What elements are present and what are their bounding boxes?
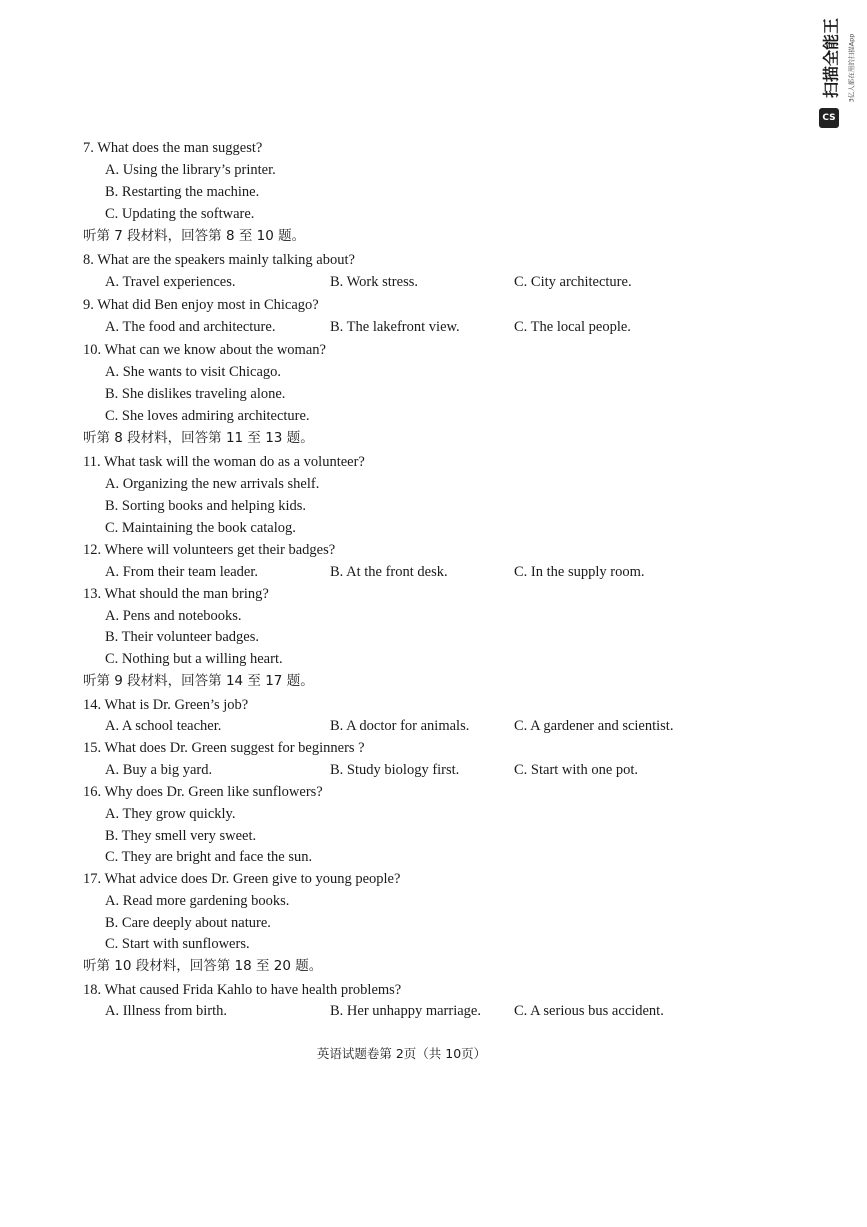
question-stem: 17. What advice does Dr. Green give to young people? — [83, 871, 401, 887]
question-stem: 10. What can we know about the woman? — [83, 342, 326, 358]
question-stem: 13. What should the man bring? — [83, 586, 269, 602]
watermark-tagline: 3亿人都在用的扫描App — [847, 33, 856, 103]
option-c: C. City architecture. — [514, 274, 632, 290]
option-b: B. Study biology first. — [330, 762, 460, 778]
option-c: C. A gardener and scientist. — [514, 718, 674, 734]
answer-option: A. Pens and notebooks. — [105, 608, 242, 624]
answer-option: B. Restarting the machine. — [105, 184, 260, 200]
option-c: C. A serious bus accident. — [514, 1003, 664, 1019]
option-b: B. Work stress. — [330, 274, 418, 290]
question-stem: 16. Why does Dr. Green like sunflowers? — [83, 784, 323, 800]
option-c: C. The local people. — [514, 319, 631, 335]
answer-option: B. They smell very sweet. — [105, 828, 257, 844]
option-a: A. From their team leader. — [105, 564, 259, 580]
option-b: B. Her unhappy marriage. — [330, 1003, 481, 1019]
watermark-brand: 扫描全能王 — [821, 17, 841, 99]
question-stem: 9. What did Ben enjoy most in Chicago? — [83, 297, 319, 313]
option-b: B. At the front desk. — [330, 564, 448, 580]
option-a: A. Buy a big yard. — [105, 762, 213, 778]
camscanner-logo-icon: CS — [819, 108, 839, 128]
answer-option: C. Start with sunflowers. — [105, 936, 250, 952]
option-b: B. The lakefront view. — [330, 319, 460, 335]
section-instruction: 听第 7 段材料，回答第 8 至 10 题。 — [83, 228, 306, 244]
question-stem: 12. Where will volunteers get their badges? — [83, 542, 336, 558]
answer-option: B. She dislikes traveling alone. — [105, 386, 286, 402]
answer-option: C. Updating the software. — [105, 206, 255, 222]
option-b: B. A doctor for animals. — [330, 718, 470, 734]
question-stem: 15. What does Dr. Green suggest for beginners ? — [83, 740, 365, 756]
answer-option: C. They are bright and face the sun. — [105, 849, 313, 865]
answer-option: A. They grow quickly. — [105, 806, 236, 822]
scanner-watermark — [817, 12, 857, 124]
question-stem: 8. What are the speakers mainly talking about? — [83, 252, 355, 268]
answer-option: A. Organizing the new arrivals shelf. — [105, 476, 320, 492]
option-a: A. Illness from birth. — [105, 1003, 228, 1019]
option-a: A. Travel experiences. — [105, 274, 236, 290]
option-a: A. A school teacher. — [105, 718, 222, 734]
answer-option: A. She wants to visit Chicago. — [105, 364, 282, 380]
question-stem: 14. What is Dr. Green’s job? — [83, 697, 249, 713]
option-a: A. The food and architecture. — [105, 319, 276, 335]
option-c: C. Start with one pot. — [514, 762, 639, 778]
question-stem: 7. What does the man suggest? — [83, 140, 263, 156]
answer-option: C. She loves admiring architecture. — [105, 408, 310, 424]
answer-option: C. Maintaining the book catalog. — [105, 520, 296, 536]
question-stem: 11. What task will the woman do as a volunteer? — [83, 454, 365, 470]
section-instruction: 听第 10 段材料，回答第 18 至 20 题。 — [83, 958, 323, 974]
answer-option: A. Read more gardening books. — [105, 893, 290, 909]
section-instruction: 听第 9 段材料，回答第 14 至 17 题。 — [83, 673, 314, 689]
question-stem: 18. What caused Frida Kahlo to have health problems? — [83, 982, 402, 998]
page-footer: 英语试题卷第 2页（共 10页） — [316, 1046, 487, 1061]
answer-option: C. Nothing but a willing heart. — [105, 651, 283, 667]
answer-option: B. Sorting books and helping kids. — [105, 498, 306, 514]
option-c: C. In the supply room. — [514, 564, 645, 580]
answer-option: B. Their volunteer badges. — [105, 629, 259, 645]
answer-option: A. Using the library’s printer. — [105, 162, 276, 178]
answer-option: B. Care deeply about nature. — [105, 915, 271, 931]
section-instruction: 听第 8 段材料，回答第 11 至 13 题。 — [83, 430, 314, 446]
